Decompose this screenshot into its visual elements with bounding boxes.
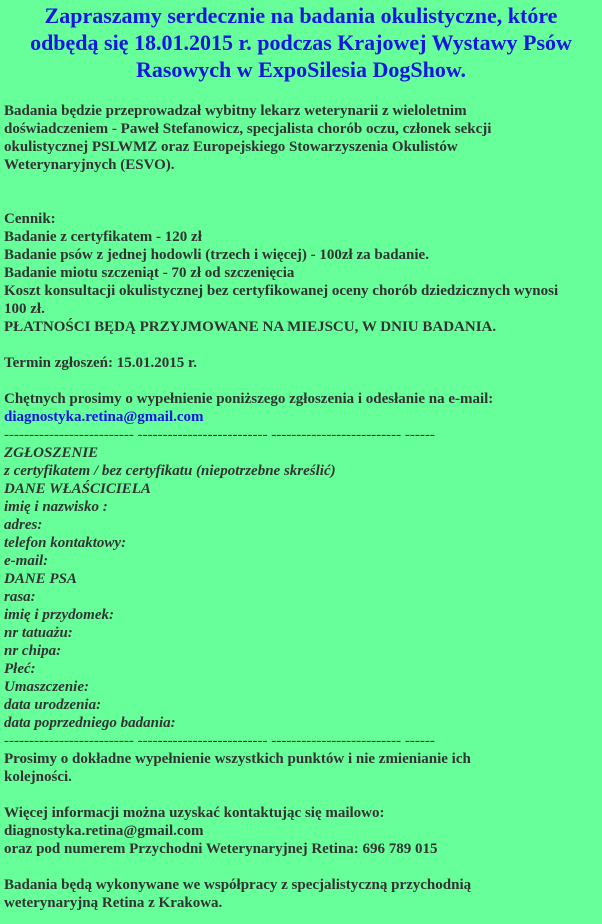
intro-paragraph — [4, 102, 598, 174]
price-item-certificate: Badanie z certyfikatem - 120 zł — [4, 229, 202, 245]
form-title: ZGŁOSZENIE — [4, 445, 99, 461]
price-item-consult-line-1: Koszt konsultacji okulistycznej bez certyfikowanej oceny chorób dziedzicznych wynosi — [4, 283, 559, 299]
form-dog-tattoo: nr tatuażu: — [4, 625, 73, 641]
form-owner-address: adres: — [4, 517, 43, 533]
form-dog-previous-exam: data poprzedniego badania: — [4, 715, 176, 731]
intro-line-2: doświadczeniem - Paweł Stefanowicz, specjalista chorób oczu, członek sekcji — [4, 121, 492, 137]
pricing-header: Cennik: — [4, 211, 56, 227]
application-form — [4, 444, 598, 732]
form-owner-section: DANE WŁAŚCICIELA — [4, 481, 151, 497]
form-certificate-option: z certyfikatem / bez certyfikatu (niepotrzebne skreślić) — [4, 463, 336, 479]
form-dog-coat: Umaszczenie: — [4, 679, 89, 695]
form-dog-section: DANE PSA — [4, 571, 77, 587]
contact-line: Więcej informacji można uzyskać kontaktując się mailowo: — [4, 805, 385, 821]
deadline-text: Termin zgłoszeń: 15.01.2015 r. — [4, 355, 198, 371]
form-owner-phone: telefon kontaktowy: — [4, 535, 127, 551]
page-title — [4, 2, 598, 83]
page-content — [4, 2, 598, 912]
title-line-1: Zapraszamy serdecznie na badania okulistyczne, które — [44, 3, 558, 28]
request-email-link[interactable]: diagnostyka.retina@gmail.com — [4, 409, 204, 425]
contact-email: diagnostyka.retina@gmail.com — [4, 823, 204, 839]
price-item-consult-line-2: 100 zł. — [4, 301, 45, 317]
form-owner-email: e-mail: — [4, 553, 49, 569]
coop-line-2: weterynaryjną Retina z Krakowa. — [4, 895, 223, 911]
intro-line-1: Badania będzie przeprowadzał wybitny lekarz weterynarii z wieloletnim — [4, 103, 467, 119]
request-text: Chętnych prosimy o wypełnienie poniższego zgłoszenia i odesłanie na e-mail: — [4, 391, 494, 407]
contact-phone: oraz pod numerem Przychodni Weterynaryjnej Retina: 696 789 015 — [4, 841, 438, 857]
cooperation-note — [4, 876, 598, 912]
fill-line-1: Prosimy o dokładne wypełnienie wszystkich punktów i nie zmienianie ich — [4, 751, 471, 767]
form-dog-chip: nr chipa: — [4, 643, 62, 659]
fill-line-2: kolejności. — [4, 769, 72, 785]
price-item-litter: Badanie miotu szczeniąt - 70 zł od szczenięcia — [4, 265, 295, 281]
fill-instructions — [4, 750, 598, 786]
price-item-kennel: Badanie psów z jednej hodowli (trzech i więcej) - 100zł za badanie. — [4, 247, 429, 263]
coop-line-1: Badania będą wykonywane we współpracy z specjalistyczną przychodnią — [4, 877, 472, 893]
title-line-3: Rasowych w ExpoSilesia DogShow. — [135, 57, 467, 82]
request-section — [4, 390, 598, 426]
intro-line-4: Weterynaryjnych (ESVO). — [4, 157, 175, 173]
form-owner-name: imię i nazwisko : — [4, 499, 108, 515]
pricing-section — [4, 210, 598, 336]
form-dog-breed: rasa: — [4, 589, 36, 605]
separator-bottom: -------------------------- -------------------------- -------------------------- ------ — [4, 733, 435, 749]
payment-note: PŁATNOŚCI BĘDĄ PRZYJMOWANE NA MIEJSCU, W DNIU BADANIA. — [4, 319, 497, 335]
form-dog-sex: Płeć: — [4, 661, 36, 677]
contact-section — [4, 804, 598, 858]
separator-top: -------------------------- -------------------------- -------------------------- ------ — [4, 427, 435, 443]
intro-line-3: okulistycznej PSLWMZ oraz Europejskiego Stowarzyszenia Okulistów — [4, 139, 458, 155]
form-dog-name: imię i przydomek: — [4, 607, 114, 623]
form-dog-birthdate: data urodzenia: — [4, 697, 102, 713]
title-line-2: odbędą się 18.01.2015 r. podczas Krajowej Wystawy Psów — [30, 30, 572, 55]
